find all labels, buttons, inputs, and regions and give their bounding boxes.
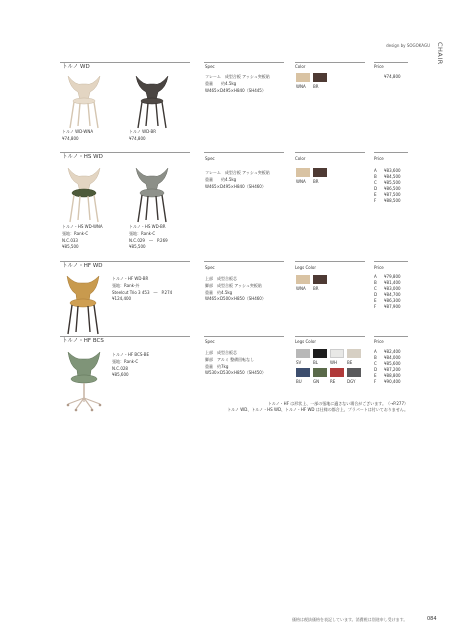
spec-line: 重量 約4.5kg — [205, 176, 237, 182]
price-value: ¥81,400 — [384, 280, 401, 286]
price-value: ¥83,600 — [384, 168, 401, 173]
spec-line: 上部 成型合板芯 — [205, 276, 237, 281]
price-value: ¥79,800 — [384, 274, 401, 279]
color-swatch — [296, 275, 310, 284]
product-name: トルノ・HF BCS-BE — [112, 352, 149, 357]
color-code: BU — [296, 379, 302, 384]
color-swatch — [313, 73, 327, 82]
product-detail: 張地：Rank-C — [129, 230, 156, 236]
spec-line: W530×D530×H850（SH450） — [205, 370, 266, 376]
product-detail: N.C.028 — [112, 365, 128, 371]
price-value: ¥88,500 — [384, 198, 401, 204]
product-detail: 張地：Rank-C — [62, 230, 89, 236]
price-grade: D — [374, 292, 378, 298]
product-name: トルノ・HF WD-BR — [112, 276, 149, 281]
spec-line: 脚部 アルミ 整備回転なし — [205, 356, 255, 362]
product-price: ¥74,800 — [62, 136, 79, 141]
price-value: ¥87,500 — [384, 192, 401, 198]
price-value: ¥86,300 — [384, 298, 401, 304]
color-code: RE — [330, 379, 336, 384]
product-info — [62, 224, 103, 251]
price-value: ¥82,400 — [384, 349, 401, 354]
price-value: ¥88,800 — [384, 373, 401, 379]
product-price: ¥85,600 — [112, 372, 129, 378]
chair-image-wd-br — [130, 72, 174, 130]
price-values — [384, 349, 401, 386]
price-label: Price — [374, 265, 384, 270]
color-swatch — [313, 168, 327, 177]
spec-label: Spec — [205, 265, 215, 270]
color-code: BR — [313, 286, 319, 291]
color-code: SV — [296, 360, 302, 365]
color-swatch — [330, 349, 344, 358]
product-price: ¥74,800 — [129, 136, 146, 141]
color-swatch — [347, 349, 361, 358]
price-value: ¥84,700 — [384, 292, 401, 298]
price-values — [384, 274, 401, 311]
product-name: トルノ・HS WD-BR — [129, 224, 166, 229]
section-title: トルノ WD — [62, 64, 90, 70]
price-grades — [374, 168, 377, 205]
product-info — [112, 276, 172, 303]
price-label: Price — [374, 156, 384, 161]
color-code: GN — [313, 379, 320, 384]
price-grade: E — [374, 192, 377, 198]
spec-list — [205, 350, 266, 377]
color-swatch — [296, 349, 310, 358]
spec-label: Spec — [205, 339, 215, 344]
price-value: ¥84,000 — [384, 355, 401, 361]
spec-line: 上部 成型合板芯 — [205, 350, 237, 355]
color-code: BR — [313, 84, 319, 89]
spec-line: 重量 約7kg — [205, 363, 229, 369]
price-value: ¥84,500 — [384, 174, 401, 180]
spec-label: Spec — [205, 156, 215, 161]
price-grades — [374, 349, 377, 386]
color-code: BR — [313, 179, 319, 184]
color-swatch — [296, 368, 310, 377]
spec-line: W465×D495×H840（SH445） — [205, 87, 266, 93]
spec-line: W465×D495×H840（SH460） — [205, 183, 266, 189]
price-grade: A — [374, 349, 377, 354]
color-code: BL — [313, 360, 318, 365]
price-grades — [374, 274, 377, 311]
product-name: トルノ・HS WD-WNA — [62, 224, 103, 229]
section-title: トルノ・HS WD — [62, 154, 103, 160]
color-code: WNA — [296, 84, 306, 89]
product-detail: 張地：Rank-外 — [112, 282, 140, 288]
price-grade: C — [374, 180, 377, 186]
category-tab: CHAIR — [436, 42, 444, 65]
legs-color-label: Legs Color — [295, 339, 316, 344]
color-swatch — [313, 275, 327, 284]
price-value: ¥85,500 — [384, 180, 401, 186]
price-value: ¥86,500 — [384, 186, 401, 192]
color-swatch — [330, 368, 344, 377]
design-credit: design by SOGOKAGU — [386, 43, 430, 48]
color-label: Color — [295, 156, 306, 161]
chair-image-hs-wd-br — [130, 164, 174, 224]
color-swatch — [296, 73, 310, 82]
price-value: ¥87,900 — [384, 304, 401, 310]
product-info — [112, 352, 149, 379]
price-grade: C — [374, 361, 377, 367]
price-value: ¥74,800 — [384, 74, 401, 79]
note-line: トルノ WD、トルノ・HS WD、トルノ・HF WD は仕様の都合上、プラパートは付いておりません。 — [227, 407, 408, 412]
price-value: ¥90,400 — [384, 379, 401, 385]
product-detail: Steelcut Trio 3 453 ― P.274 — [112, 289, 173, 295]
price-grade: A — [374, 168, 377, 173]
product-detail: N.C.033 — [62, 237, 78, 243]
chair-image-hs-wd-wna — [62, 164, 106, 224]
spec-line: 重量 約4.5kg — [205, 80, 237, 86]
color-code: WH — [330, 360, 337, 365]
price-grade: A — [374, 274, 377, 279]
color-swatch — [296, 168, 310, 177]
price-grade: F — [374, 379, 377, 385]
section-title: トルノ・HF BCS — [62, 338, 104, 344]
footer-disclaimer: 価格は税抜価格を表記しています。消費税は別途申し受けます。 — [292, 617, 408, 622]
price-label: Price — [374, 339, 384, 344]
price-grade: D — [374, 186, 378, 192]
color-code: WNA — [296, 286, 306, 291]
color-code: DGY — [347, 379, 356, 384]
color-label: Color — [295, 64, 306, 69]
chair-image-wd-wna — [62, 72, 106, 130]
color-code: WNA — [296, 179, 306, 184]
color-swatch — [313, 368, 327, 377]
price-grade: E — [374, 373, 377, 379]
product-info — [129, 224, 168, 251]
price-value: ¥87,200 — [384, 367, 401, 373]
product-name: トルノ WD-WNA — [62, 129, 94, 134]
price-grade: F — [374, 198, 377, 204]
product-price: ¥85,500 — [62, 244, 79, 250]
page-number: 084 — [427, 616, 437, 622]
product-price: ¥124,400 — [112, 296, 132, 302]
price-grade: B — [374, 174, 377, 180]
price-values — [384, 168, 401, 205]
price-grade: B — [374, 280, 377, 286]
spec-label: Spec — [205, 64, 215, 69]
spec-line: フレーム 成型合板 アッシュ突板貼 — [205, 170, 270, 175]
spec-list — [205, 276, 266, 303]
color-swatch — [313, 349, 327, 358]
spec-line: W465×D500×H850（SH460） — [205, 296, 266, 302]
price-grade: B — [374, 355, 377, 361]
chair-image-hf-bcs-be — [62, 348, 106, 412]
spec-line: フレーム 成型合板 アッシュ突板貼 — [205, 74, 270, 79]
spec-list — [205, 74, 270, 94]
legs-color-label: Legs Color — [295, 265, 316, 270]
note-line: トルノ・HF は形状上、一部の張地に適さない場合がございます。（→P.277） — [267, 401, 408, 406]
price-grade: F — [374, 304, 377, 310]
color-code: BE — [347, 360, 353, 365]
spec-list — [205, 170, 270, 190]
product-price: ¥85,500 — [129, 244, 146, 250]
chair-image-hf-wd-br — [62, 272, 104, 336]
price-label: Price — [374, 64, 384, 69]
price-value: ¥83,000 — [384, 286, 401, 292]
price-grade: E — [374, 298, 377, 304]
section-title: トルノ・HF WD — [62, 263, 103, 269]
price-grade: C — [374, 286, 377, 292]
product-detail: 張地：Rank-C — [112, 358, 139, 364]
spec-line: 重量 約4.5kg — [205, 289, 233, 295]
spec-line: 脚部 成型合板 アッシュ突板貼 — [205, 282, 262, 288]
product-detail: N.C.029 ― P.269 — [129, 237, 168, 243]
product-name: トルノ WD-BR — [129, 129, 156, 134]
price-value: ¥85,600 — [384, 361, 401, 367]
price-grade: D — [374, 367, 378, 373]
color-swatch — [347, 368, 361, 377]
